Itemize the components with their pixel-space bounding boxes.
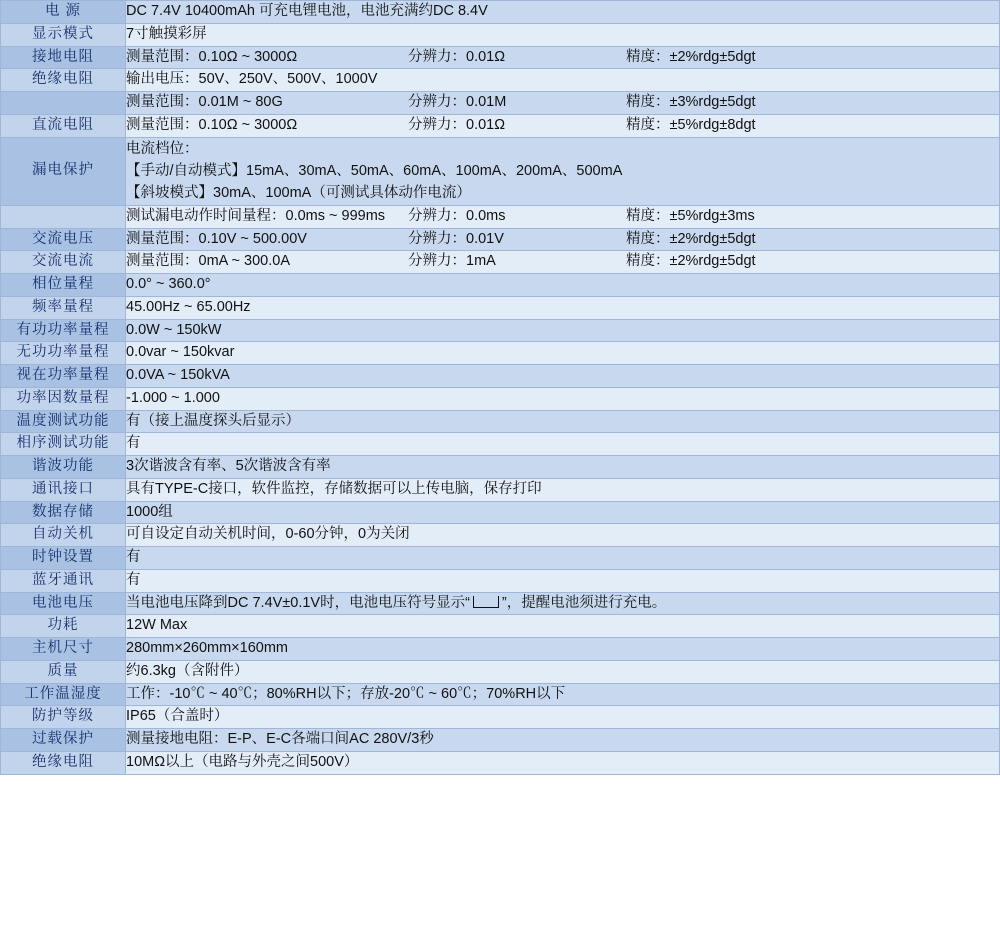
row-value [126,660,1000,683]
row-value [126,342,1000,365]
row-label: 显示模式 [1,23,126,46]
table-row [1,660,1000,683]
value-text: 0.0var ~ 150kvar [126,344,235,361]
table-row [1,433,1000,456]
row-label: 功率因数量程 [1,387,126,410]
row-value [126,228,1000,251]
value-text: 0.0° ~ 360.0° [126,276,211,293]
row-label: 电池电压 [1,592,126,615]
row-value [126,547,1000,570]
table-row [1,114,1000,137]
row-value [126,729,1000,752]
row-value [126,478,1000,501]
row-value [126,1,1000,24]
value-text: 有（接上温度探头后显示） [126,412,300,429]
value-text: 可自设定自动关机时间，0-60分钟，0为关闭 [126,526,410,543]
value-segment-b: 分辨力：0.01Ω [408,48,506,65]
table-row [1,569,1000,592]
value-text: 具有TYPE-C接口，软件监控，存储数据可以上传电脑，保存打印 [126,480,542,497]
row-value [126,296,1000,319]
row-label: 视在功率量程 [1,365,126,388]
battery-text-pre: 当电池电压降到DC 7.4V±0.1V时，电池电压符号显示“ [126,594,470,611]
row-value [126,751,1000,774]
row-label: 功耗 [1,615,126,638]
row-label: 绝缘电阻 [1,751,126,774]
value-segment-c: 精度：±5%rdg±8dgt [626,116,756,133]
row-value [126,137,1000,205]
row-value [126,706,1000,729]
value-text: IP65（合盖时） [126,708,229,725]
value-segment-c: 精度：±5%rdg±3ms [626,207,755,224]
value-segment-a: 测量范围：0.10Ω ~ 3000Ω [126,116,298,133]
value-text: 有 [126,435,141,452]
row-label: 自动关机 [1,524,126,547]
row-label: 时钟设置 [1,547,126,570]
row-label: 频率量程 [1,296,126,319]
row-label: 过载保护 [1,729,126,752]
row-label: 绝缘电阻 [1,69,126,92]
row-value [126,501,1000,524]
value-text: 45.00Hz ~ 65.00Hz [126,298,251,315]
row-value [126,69,1000,92]
table-row [1,729,1000,752]
table-row [1,274,1000,297]
row-value [126,683,1000,706]
table-row [1,751,1000,774]
value-text: 测量接地电阻：E-P、E-C各端口间AC 280V/3秒 [126,731,434,748]
table-row [1,592,1000,615]
row-value [126,387,1000,410]
row-value [126,592,1000,615]
value-text: 有 [126,549,141,566]
row-value [126,23,1000,46]
battery-text-post: ”，提醒电池须进行充电。 [501,594,667,611]
table-row [1,92,1000,115]
row-value [126,251,1000,274]
table-row [1,342,1000,365]
row-label: 有功功率量程 [1,319,126,342]
table-row [1,683,1000,706]
row-label: 工作温湿度 [1,683,126,706]
value-text: 7寸触摸彩屏 [126,25,207,42]
table-row [1,706,1000,729]
row-value [126,569,1000,592]
row-label: 交流电压 [1,228,126,251]
row-label [1,92,126,115]
row-value [126,524,1000,547]
value-segment-b: 分辨力：0.01M [408,94,507,110]
row-label: 相序测试功能 [1,433,126,456]
row-label: 蓝牙通讯 [1,569,126,592]
value-text: 12W Max [126,617,188,634]
row-label: 防护等级 [1,706,126,729]
value-text: 0.0VA ~ 150kVA [126,367,230,384]
row-label: 电 源 [1,1,126,24]
row-value [126,638,1000,661]
table-row [1,615,1000,638]
table-row [1,228,1000,251]
row-value [126,456,1000,479]
value-segment-a: 测量范围：0mA ~ 300.0A [126,253,290,270]
row-label: 质量 [1,660,126,683]
value-segment-a: 测量范围：0.01M ~ 80G [126,94,283,110]
table-row [1,1,1000,24]
row-value [126,365,1000,388]
value-segment-c: 精度：±3%rdg±5dgt [626,94,756,110]
value-segment-b: 分辨力：0.0ms [408,207,506,224]
table-row [1,547,1000,570]
row-label: 主机尺寸 [1,638,126,661]
row-value [126,410,1000,433]
value-segment-b: 分辨力：0.01Ω [408,116,506,133]
value-segment-a: 测量范围：0.10V ~ 500.00V [126,230,307,247]
table-row [1,23,1000,46]
value-segment-c: 精度：±2%rdg±5dgt [626,230,756,247]
row-label: 谐波功能 [1,456,126,479]
row-value [126,274,1000,297]
value-segment-c: 精度：±2%rdg±5dgt [626,48,756,65]
table-row [1,251,1000,274]
table-row [1,137,1000,205]
value-text: 1000组 [126,503,173,520]
value-segment-c: 精度：±2%rdg±5dgt [626,253,756,270]
table-row [1,319,1000,342]
value-segment-a: 测量范围：0.10Ω ~ 3000Ω [126,48,298,65]
row-value [126,46,1000,69]
table-row [1,456,1000,479]
row-value [126,319,1000,342]
row-label: 相位量程 [1,274,126,297]
table-row [1,46,1000,69]
row-value [126,205,1000,228]
row-value [126,92,1000,115]
value-text: 280mm×260mm×160mm [126,640,288,657]
value-text: 工作：-10℃ ~ 40℃；80%RH以下；存放-20℃ ~ 60℃；70%RH以下 [126,685,566,702]
row-value [126,433,1000,456]
battery-empty-icon [473,596,499,608]
value-text: DC 7.4V 10400mAh 可充电锂电池，电池充满约DC 8.4V [126,3,488,19]
table-row [1,365,1000,388]
row-label: 无功功率量程 [1,342,126,365]
row-label: 漏电保护 [1,137,126,205]
table-row [1,524,1000,547]
table-row [1,69,1000,92]
value-text: 约6.3kg（含附件） [126,662,249,679]
value-text: 10MΩ以上（电路与外壳之间500V） [126,753,359,770]
row-label: 数据存储 [1,501,126,524]
row-label: 直流电阻 [1,114,126,137]
value-segment-a: 测试漏电动作时间量程：0.0ms ~ 999ms [126,207,386,224]
value-line: 【手动/自动模式】15mA、30mA、50mA、60mA、100mA、200mA、500mA [126,162,623,179]
table-row [1,387,1000,410]
row-label: 温度测试功能 [1,410,126,433]
value-segment-b: 分辨力：1mA [408,253,496,270]
value-segment-b: 分辨力：0.01V [408,230,504,247]
value-text: 有 [126,571,141,588]
table-row [1,296,1000,319]
table-body [1,1,1000,775]
row-label: 通讯接口 [1,478,126,501]
row-label: 接地电阻 [1,46,126,69]
table-row [1,501,1000,524]
value-text: -1.000 ~ 1.000 [126,389,220,406]
row-label [1,205,126,228]
value-text: 3次谐波含有率、5次谐波含有率 [126,458,331,475]
value-text: 0.0W ~ 150kW [126,321,222,338]
row-value [126,114,1000,137]
table-row [1,410,1000,433]
value-line: 电流档位： [126,140,199,157]
value-line: 【斜坡模式】30mA、100mA（可测试具体动作电流） [126,185,471,202]
table-row [1,205,1000,228]
row-value [126,615,1000,638]
value-text: 输出电压：50V、250V、500V、1000V [126,71,378,88]
row-label: 交流电流 [1,251,126,274]
table-row [1,638,1000,661]
table-row [1,478,1000,501]
